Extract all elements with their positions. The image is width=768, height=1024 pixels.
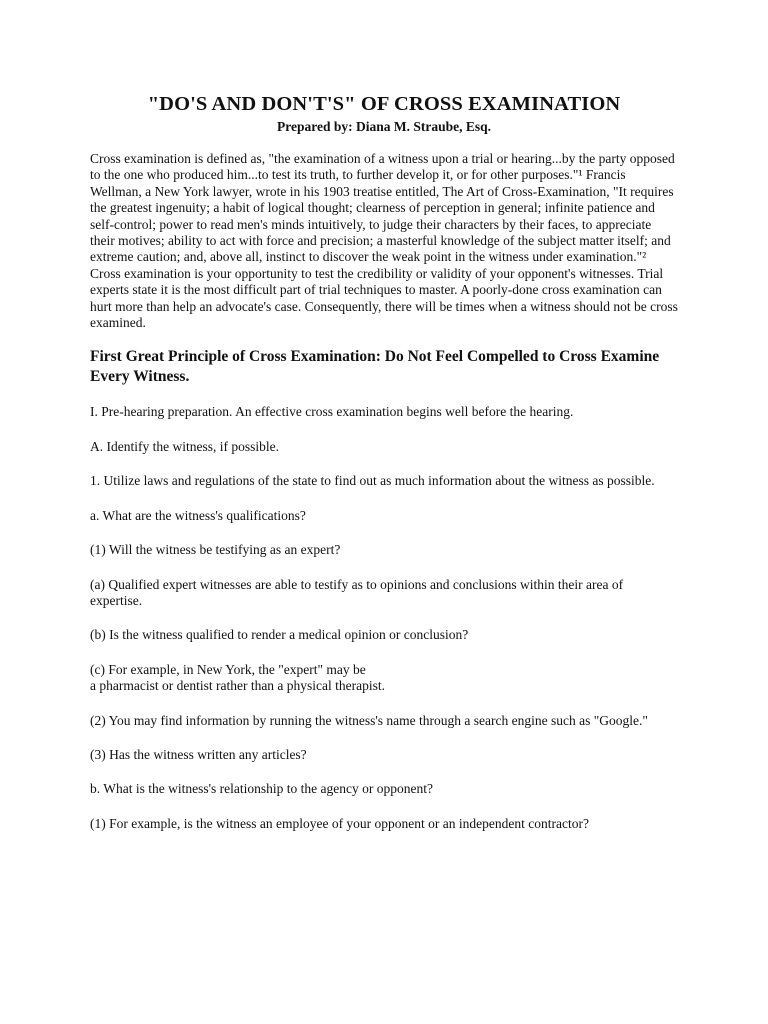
outline-item: 1. Utilize laws and regulations of the state to find out as much information about the witness as possible.	[90, 473, 655, 489]
outline-item: (b) Is the witness qualified to render a medical opinion or conclusion?	[90, 627, 469, 643]
document-title: "DO'S AND DON'T'S" OF CROSS EXAMINATION	[147, 93, 621, 115]
outline-item: b. What is the witness's relationship to the agency or opponent?	[90, 781, 433, 797]
intro-paragraph: Cross examination is defined as, "the examination of a witness upon a trial or hearing...by the party opposed to the one who produced him...to test its truth, to further develop it, or for other purposes."¹ Francis Wellman, a New York lawyer, wrote in his 1903 treatise entitled, The Art of Cross-Examination, "It requires the greatest ingenuity; a habit of logical thought; clearness of perception in general; infinite patience and self-control; power to read men's minds intuitively, to judge their characters by their faces, to appreciate their motives; ability to act with force and precision; a masterful knowledge of the subject matter itself; and extreme caution; and, above all, instinct to discover the weak point in the witness under examination."² Cross examination is your opportunity to test the credibility or validity of your opponent's witnesses. Trial experts state it is the most difficult part of trial techniques to master. A poorly-done cross examination can hurt more than help an advocate's case. Consequently, there will be times when a witness should not be cross examined.	[90, 151, 678, 331]
outline-item: (a) Qualified expert witnesses are able to testify as to opinions and conclusions within their area of expertise.	[90, 576, 624, 608]
outline-item-continuation: a pharmacist or dentist rather than a physical therapist.	[90, 678, 386, 694]
outline-item: A. Identify the witness, if possible.	[90, 438, 279, 454]
section-heading: First Great Principle of Cross Examination: Do Not Feel Compelled to Cross Examine Every Witness.	[90, 348, 660, 385]
outline-item: (c) For example, in New York, the "expert" may be	[90, 661, 366, 677]
outline-item: (1) Will the witness be testifying as an expert?	[90, 542, 341, 558]
outline-item: I. Pre-hearing preparation. An effective cross examination begins well before the hearing.	[90, 404, 574, 420]
outline-item: (2) You may find information by running the witness's name through a search engine such as "Google."	[90, 712, 648, 728]
document-subtitle: Prepared by: Diana M. Straube, Esq.	[276, 119, 492, 134]
outline-item: (1) For example, is the witness an employee of your opponent or an independent contractor?	[90, 815, 589, 831]
outline-item: a. What are the witness's qualifications?	[90, 507, 306, 523]
outline-item: (3) Has the witness written any articles?	[90, 746, 307, 762]
